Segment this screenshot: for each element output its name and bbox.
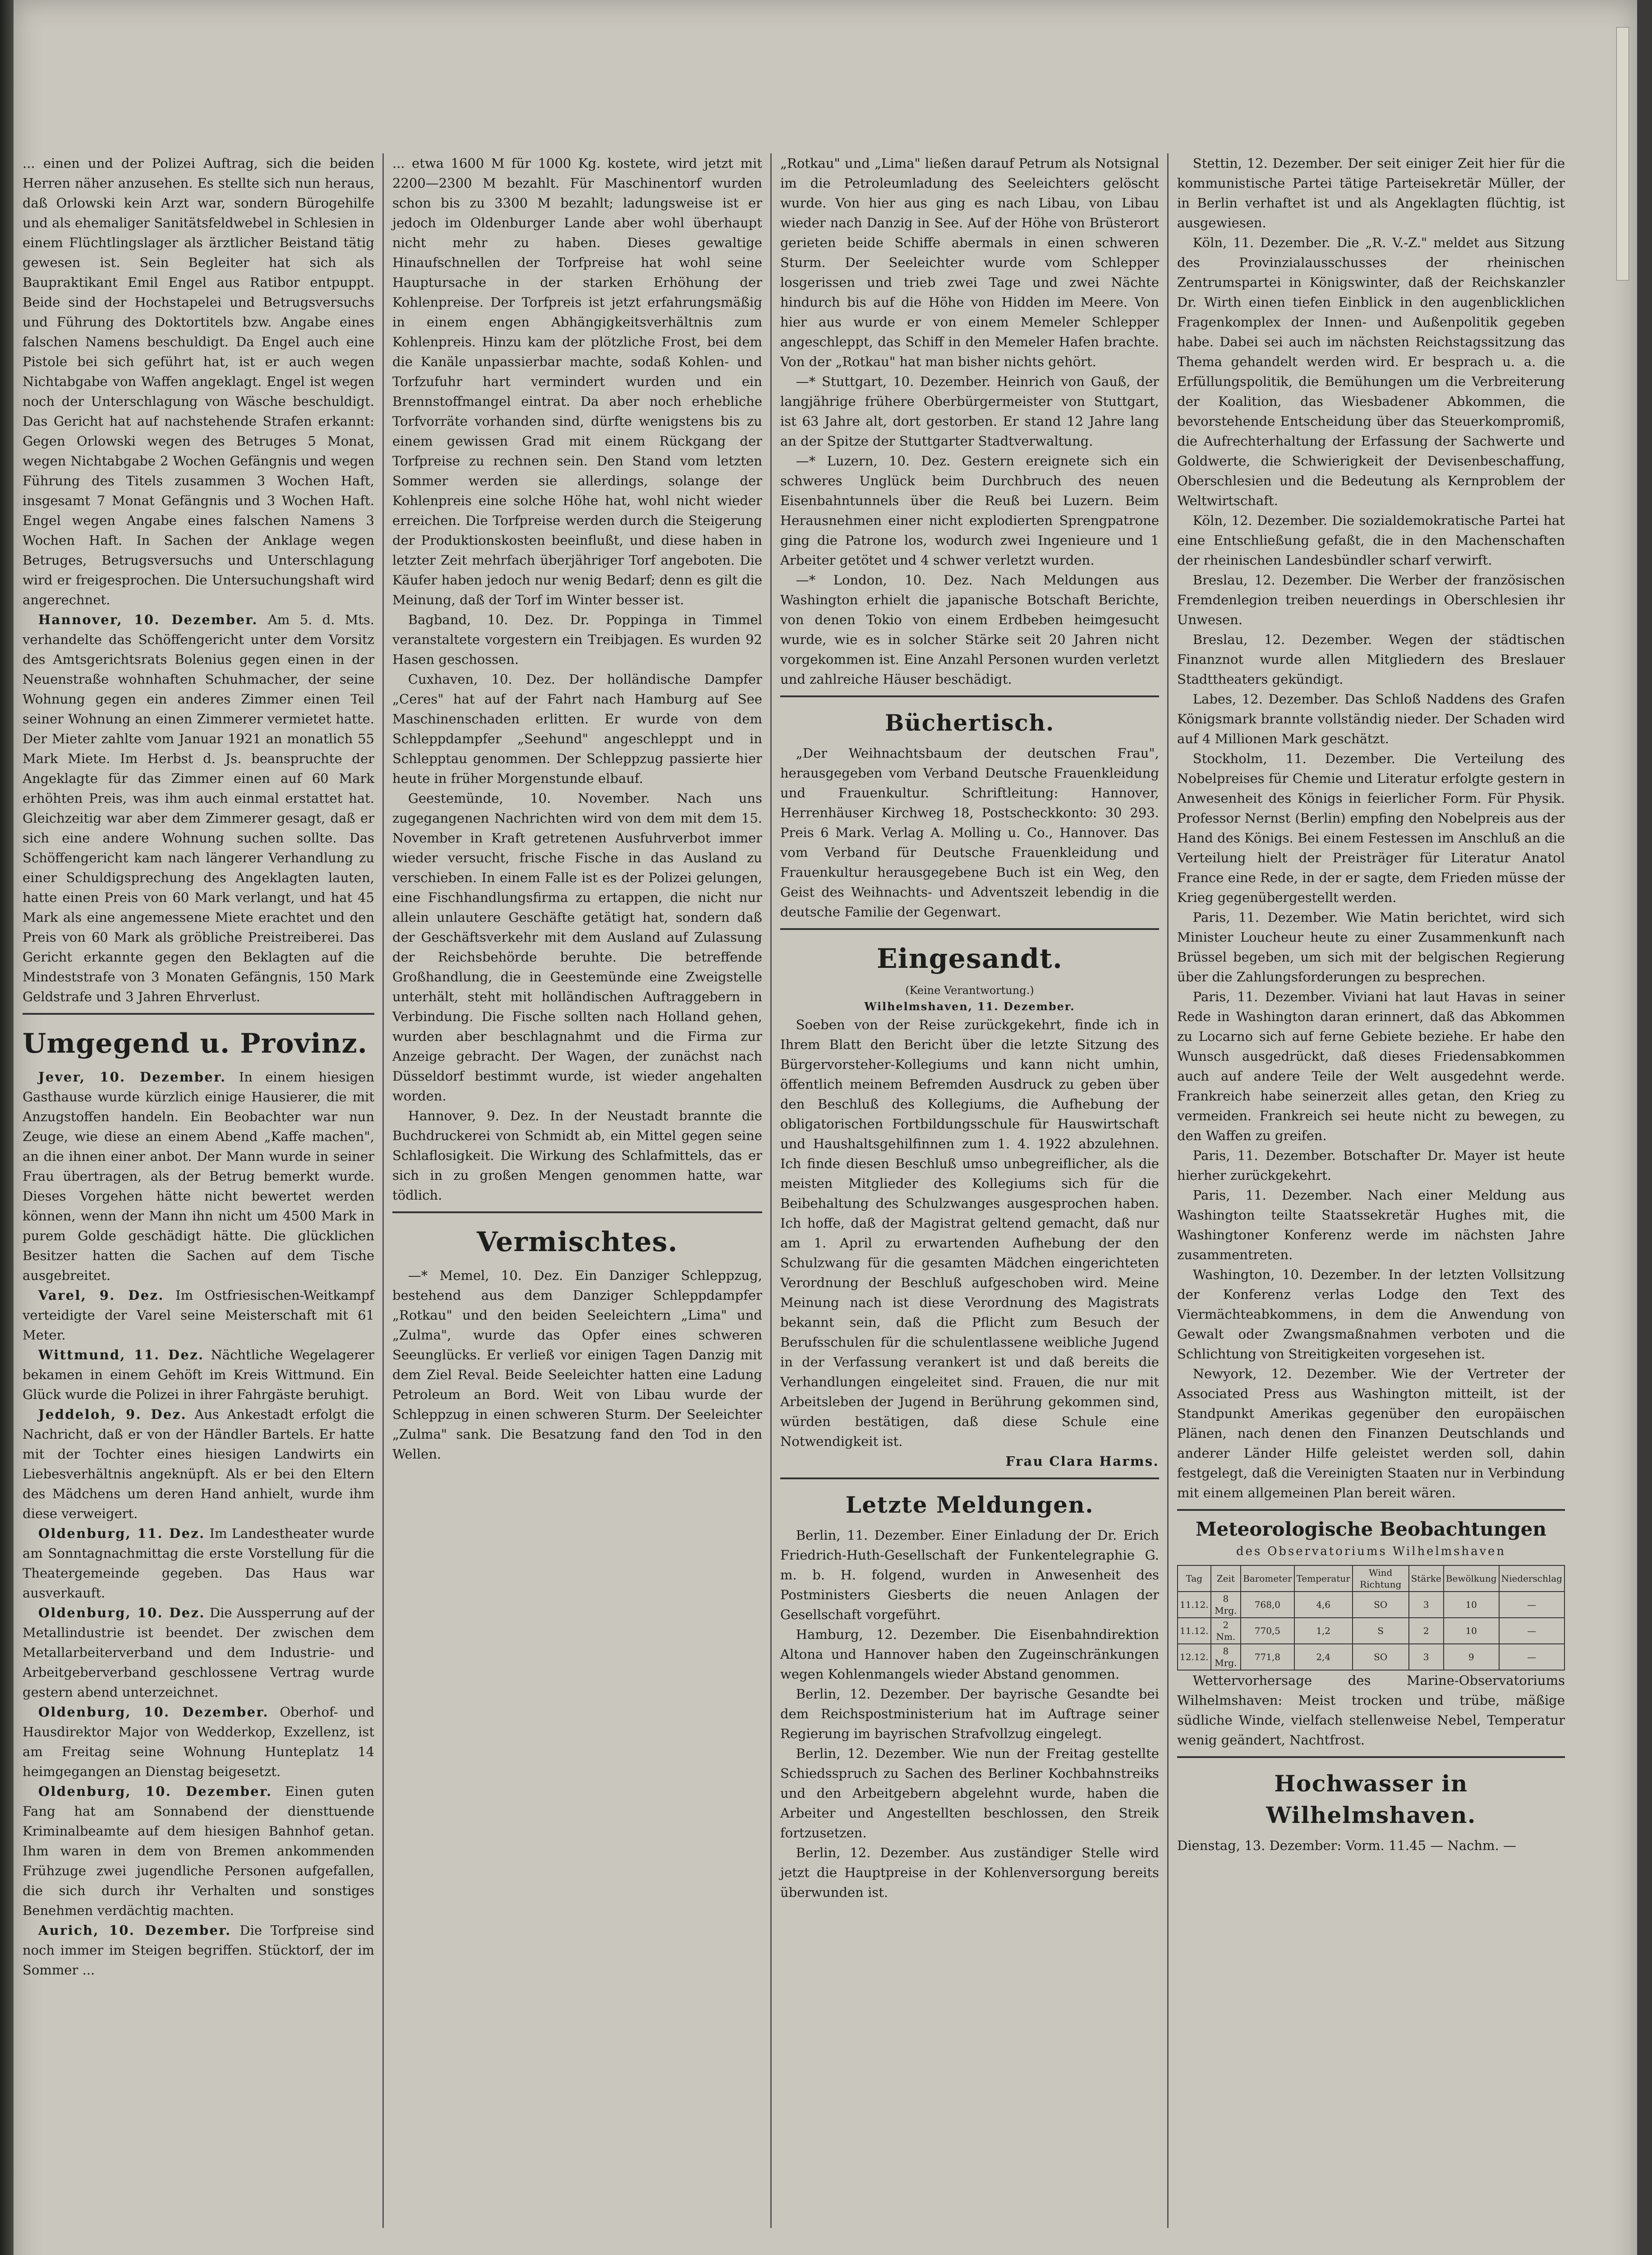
table-cell: 2 (1409, 1618, 1444, 1644)
news-item: Paris, 11. Dezember. Viviani hat laut Havas in seiner Rede in Washington daran erinnert, daß das Abkommen zu Locarno sich auf ferne Gebiete beziehe. Er habe den Wunsch ausgedrückt, daß dieses Friedensabkommen auch auf andere Teile der Welt ausgedehnt werde. Frankreich habe seinerzeit alles getan, den Krieg zu vermeiden. Frankreich sei heute nicht zu bewegen, zu den Waffen zu greifen. (1177, 989, 1565, 1143)
table-row (1178, 1592, 1565, 1618)
news-item: Breslau, 12. Dezember. Wegen der städtischen Finanznot wurde allen Mitgliedern des Breslauer Stadttheaters gekündigt. (1177, 632, 1565, 687)
dateline: Jever, 10. Dezember. (38, 1069, 226, 1085)
column-rule (382, 153, 384, 2228)
weather-subtitle: des Observatoriums Wilhelmshaven (1236, 1545, 1506, 1558)
section-heading: Vermischtes. (476, 1226, 678, 1258)
dateline: Wilhelmshaven, 11. Dezember. (864, 1000, 1075, 1013)
section-heading: Büchertisch. (884, 709, 1054, 736)
column-1 (18, 153, 379, 2228)
dateline: Hannover, 10. Dezember. (38, 612, 258, 627)
dateline: Wittmund, 11. Dez. (38, 1347, 204, 1362)
table-cell: 4,6 (1294, 1592, 1353, 1618)
section-divider (780, 1477, 1159, 1479)
section-heading: Umgegend u. Provinz. (23, 1028, 368, 1059)
news-item: Newyork, 12. Dezember. Wie der Vertreter der Associated Press aus Washington mitteilt, ist der Standpunkt Amerikas gegenüber den europäischen Plänen, nach denen den Finanzen Deutschlands und anderer Länder Hilfe geleistet werden soll, dahin festgelegt, daß die Vereinigten Staaten nur in Verbindung mit einem allgemeinen Plan bereit wären. (1177, 1366, 1565, 1500)
table-cell: 9 (1444, 1644, 1499, 1670)
article-text: Am 5. d. Mts. verhandelte das Schöffengericht unter dem Vorsitz des Amtsgerichtsrats Bolenius gegen einen in der Neuenstraße wohnhaften Schuhmacher, der seine Wohnung gegen ein anderes Zimmer einen Teil seiner Wohnung an einen Zimmerer vermietet hatte. Der Mieter zahlte vom Januar 1921 an monatlich 55 Mark Miete. Im Herbst d. Js. beanspruchte der Angeklagte für das Zimmer einen auf 60 Mark erhöhten Preis, was ihm auch einmal erstattet hat. Gleichzeitig war aber dem Zimmerer gesagt, daß er sich eine andere Wohnung suchen sollte. Das Schöffengericht kam nach längerer Verhandlung zu einer Schuldigsprechung des Angeklagten lauten, hatte einen Preis von 60 Mark verlangt, und hat 45 Mark als eine angemessene Miete erachtet und den Preis von 60 Mark als gröbliche Preistreiberei. Das Gericht erkannte gegen den Beklagten auf die Mindeststrafe von 3 Monaten Gefängnis, 150 Mark Geldstrafe und 3 Jahren Ehrverlust. (23, 612, 375, 1004)
news-item (23, 1285, 374, 1345)
news-item (23, 1523, 374, 1603)
news-item: Washington, 10. Dezember. In der letzten Vollsitzung der Konferenz verlas Lodge den Text des Viermächteabkommens, in dem die Anwendung von Gewalt oder Zwangsmaßnahmen verboten und die Schlichtung von Streitigkeiten vorgesehen ist. (1177, 1267, 1565, 1362)
section-divider (1177, 1509, 1565, 1511)
column-header: Tag (1178, 1565, 1211, 1592)
news-item: Berlin, 12. Dezember. Wie nun der Freitag gestellte Schiedsspruch zu Sachen des Berliner Kochbahnstreiks und den Arbeitgebern abgelehnt wurde, haben die Arbeiter und Angestellten beschlossen, den Streik fortzusetzen. (780, 1746, 1159, 1841)
section-divider (392, 1211, 762, 1213)
column-2 (388, 153, 767, 2228)
dateline: Aurich, 10. Dezember. (38, 1923, 231, 1938)
table-cell: — (1499, 1618, 1565, 1644)
news-item: Berlin, 11. Dezember. Einer Einladung der Dr. Erich Friedrich-Huth-Gesellschaft der Funkentelegraphie G. m. b. H. folgend, wurden in Anwesenheit des Postministers Giesberts die neuen Anlagen der Gesellschaft vorgeführt. (780, 1528, 1159, 1622)
news-item (23, 1345, 374, 1404)
table-cell: 11.12. (1178, 1618, 1211, 1644)
news-text: Nächtliche Wegelagerer bekamen in einem Gehöft im Kreis Wittmund. Ein Glück wurde die Polizei in ihrer Fahrgäste beruhigt. (23, 1347, 374, 1402)
column-header: Stärke (1409, 1565, 1444, 1592)
table-cell: 8 Mrg. (1211, 1644, 1241, 1670)
table-cell: 12.12. (1178, 1644, 1211, 1670)
news-text: Im Ostfriesischen-Weitkampf verteidigte der Varel seine Meisterschaft mit 61 Meter. (23, 1288, 374, 1343)
table-cell: SO (1353, 1644, 1409, 1670)
news-item (23, 1603, 374, 1702)
news-item: —* Stuttgart, 10. Dezember. Heinrich von Gauß, der langjährige frühere Oberbürgermeister von Stuttgart, ist 63 Jahre alt, dort gestorben. Er stand 12 Jahre lang an der Spitze der Stuttgarter Stadtverwaltung. (780, 374, 1159, 449)
column-header: Wind Richtung (1353, 1565, 1409, 1592)
dateline: Varel, 9. Dez. (38, 1288, 164, 1303)
news-item: Köln, 11. Dezember. Die „R. V.-Z." meldet aus Sitzung des Provinzialausschusses der rheinischen Zentrumspartei in Königswinter, daß der Reichskanzler Dr. Wirth einen tiefen Einblick in den augenblicklichen Fragenkomplex der Innen- und Außenpolitik gegeben habe. Dabei sei auch im nächsten Reichstagssitzung das Thema gehandelt werden wird. Er besprach u. a. die Erfüllungspolitik, die Bemühungen um die Verbreiterung der Koalition, das Wiesbadener Abkommen, die bevorstehende Entscheidung über das Steuerkompromiß, die Aufrechterhaltung der Erfassung der Sachwerte und Goldwerte, die Schwierigkeit der Devisenbeschaffung, Oberschlesien und die Bedeutung als Kernproblem der Weltwirtschaft. (1177, 235, 1565, 508)
column-header: Temperatur (1294, 1565, 1353, 1592)
news-item (23, 1781, 374, 1920)
table-cell: — (1499, 1592, 1565, 1618)
column-header: Zeit (1211, 1565, 1241, 1592)
table-cell: SO (1353, 1592, 1409, 1618)
news-item: Bagband, 10. Dez. Dr. Poppinga in Timmel veranstaltete vorgestern ein Treibjagen. Es wurden 92 Hasen geschossen. (392, 612, 762, 667)
article-paragraph (23, 610, 374, 1007)
news-item (23, 1702, 374, 1781)
news-item: Köln, 12. Dezember. Die sozialdemokratische Partei hat eine Entschließung gefaßt, die in den Machenschaften der rheinischen Landesbündler scharf verwirft. (1177, 513, 1565, 568)
dateline: Oldenburg, 11. Dez. (38, 1526, 205, 1541)
news-text: Aus Ankestadt erfolgt die Nachricht, daß er von der Händler Bartels. Er hatte mit der Tochter eines hiesigen Landwirts ein Liebesverhältnis angeknüpft. Als er bei den Eltern des Mädchens um deren Hand anhielt, wurde ihm diese verweigert. (23, 1407, 374, 1521)
section-divider (23, 1013, 374, 1015)
column-3 (776, 153, 1164, 2228)
table-cell: 770,5 (1241, 1618, 1294, 1644)
dateline: Jeddeloh, 9. Dez. (38, 1407, 187, 1422)
news-item: Berlin, 12. Dezember. Aus zuständiger Stelle wird jetzt die Hauptpreise in der Kohlenversorgung bereits überwunden ist. (780, 1845, 1159, 1900)
page-tab-marker (1616, 27, 1629, 281)
news-item: Hamburg, 12. Dezember. Die Eisenbahndirektion Altona und Hannover haben den Zugeinschränkungen wegen Kohlenmangels wieder Abstand genommen. (780, 1627, 1159, 1682)
table-cell: 2 Nm. (1211, 1618, 1241, 1644)
weather-title: Meteorologische Beobachtungen (1196, 1518, 1546, 1540)
weather-table (1177, 1565, 1565, 1671)
disclaimer-note: (Keine Verantwortung.) (905, 984, 1034, 997)
column-rule (1167, 153, 1169, 2228)
table-cell: 3 (1409, 1592, 1444, 1618)
table-row (1178, 1644, 1565, 1670)
table-cell: 768,0 (1241, 1592, 1294, 1618)
article-text: ... etwa 1600 M für 1000 Kg. kostete, wird jetzt mit 2200—2300 M bezahlt. Für Maschinentorf wurden schon bis zu 3300 M bezahlt; ladungsweise ist er jedoch im Oldenburger Lande aber wohl überhaupt nicht mehr zu haben. Dieses gewaltige Hinaufschnellen der Torfpreise hat wohl seine Hauptursache in der starken Erhöhung der Kohlenpreise. Der Torfpreis ist jetzt erfahrungsmäßig in einem engen Abhängigkeitsverhältnis zum Kohlenpreis. Hinzu kam der plötzliche Frost, bei dem die Kanäle unpassierbar machte, sodaß Kohlen- und Torfzufuhr hart vermindert wurden und ein Brennstoffmangel eintrat. Da aber noch erhebliche Torfvorräte vorhanden sind, dürfte wenigstens bis zu einem gewissen Grad mit einem Rückgang der Torfpreise zu rechnen sein. Den Stand vom letzten Sommer werden sie allerdings, solange der Kohlenpreis eine solche Höhe hat, wohl nicht wieder erreichen. Die Torfpreise werden durch die Steigerung der Produktionskosten beeinflußt, und diese haben in letzter Zeit mehrfach überjähriger Torf angeboten. Die Käufer haben jedoch nur wenig Bedarf; denn es gilt die Meinung, daß der Torf im Winter besser ist. (392, 156, 762, 607)
news-item: —* London, 10. Dez. Nach Meldungen aus Washington erhielt die japanische Botschaft Berichte, von denen Tokio von einem Erdbeben heimgesucht wurde, wie es in solcher Stärke seit 20 Jahren nicht vorgekommen ist. Eine Anzahl Personen wurden verletzt und zahlreiche Häuser beschädigt. (780, 572, 1159, 687)
weather-forecast: Wettervorhersage des Marine-Observatoriums Wilhelmshaven: Meist trocken und trübe, mäßige südliche Winde, vielfach stellenweise Nebel, Temperatur wenig geändert, Nachtfrost. (1177, 1673, 1565, 1748)
section-heading: Letzte Meldungen. (845, 1491, 1094, 1518)
book-binding (0, 0, 14, 2255)
news-item: —* Luzern, 10. Dez. Gestern ereignete sich ein schweres Unglück beim Durchbruch des neuen Eisenbahntunnels über die Reuß bei Luzern. Beim Herausnehmen einer nicht explodierten Sprengpatrone ging die Patrone los, wodurch zwei Ingenieure und 1 Arbeiter getötet und 4 schwer verletzt wurden. (780, 453, 1159, 568)
letter-text: Soeben von der Reise zurückgekehrt, finde ich in Ihrem Blatt den Bericht über die letzte Sitzung des Bürgervorsteher-Kollegiums und kann nicht umhin, öffentlich meinem Befremden Ausdruck zu geben über den Beschluß des Kollegiums, die Aufhebung der obligatorischen Fortbildungsschule für Hauswirtschaft und Haushaltsgehilfinnen zum 1. 4. 1922 abzulehnen. Ich finde diesen Beschluß umso unbegreiflicher, als die meisten Mitglieder des Kollegiums sich für die Beibehaltung des Schulzwanges ausgesprochen haben. Ich hoffe, daß der Magistrat geltend gemacht, daß nur am 1. April zu erwartenden Aufhebung der den Schulzwang für die gesamten Mädchen eingerichteten Verordnung der Beschluß aufgeschoben wird. Meine Meinung nach ist diese Verordnung des Magistrats bekannt sein, daß die Pflicht zum Besuch der Berufsschulen für die schulentlassene weibliche Jugend in der Verfassung verankert ist und daß bereits die Verhandlungen eingeleitet sind. Frauen, die nur mit Arbeitsleben der Jugend in Berührung gekommen sind, würden bestätigen, daß diese Schule eine Notwendigkeit ist. (780, 1017, 1159, 1449)
column-header: Barometer (1241, 1565, 1294, 1592)
news-item: Paris, 11. Dezember. Botschafter Dr. Mayer ist heute hierher zurückgekehrt. (1177, 1148, 1565, 1183)
column-header: Bewölkung (1444, 1565, 1499, 1592)
news-text: Die Torfpreise sind noch immer im Steigen begriffen. Stücktorf, der im Sommer ... (23, 1923, 375, 1978)
table-cell: 1,2 (1294, 1618, 1353, 1644)
dateline: Oldenburg, 10. Dez. (38, 1605, 205, 1620)
news-item: —* Memel, 10. Dez. Ein Danziger Schleppzug, bestehend aus dem Danziger Schleppdampfer „Rotkau" und den beiden Seeleichtern „Lima" und „Zulma", wurde das Opfer eines schweren Seeunglücks. Er verließ vor einigen Tagen Danzig mit dem Ziel Reval. Beide Seeleichter hatten eine Ladung Petroleum an Bord. Weit von Libau wurde der Schleppzug in einen schweren Sturm. Der Seeleichter „Zulma" sank. Die Besatzung fand den Tod in den Wellen. (392, 1268, 762, 1462)
table-row (1178, 1618, 1565, 1644)
column-4 (1173, 153, 1569, 2228)
news-item: Cuxhaven, 10. Dez. Der holländische Dampfer „Ceres" hat auf der Fahrt nach Hamburg auf See Maschinenschaden erlitten. Er wurde von dem Schleppdampfer „Seehund" angeschleppt und in Schlepptau genommen. Der Schleppzug passierte hier heute in früher Morgenstunde elbauf. (392, 672, 762, 786)
table-cell: — (1499, 1644, 1565, 1670)
table-cell: 10 (1444, 1592, 1499, 1618)
article-text: „Rotkau" und „Lima" ließen darauf Petrum als Notsignal im die Petroleumladung des Seeleichters gelöscht wurde. Von hier aus ging es nach Libau, von Libau wieder nach Danzig in See. Auf der Höhe von Brüsterort gerieten beide Schiffe abermals in einen schweren Sturm. Der Seeleichter wurde vom Schlepper losgerissen und trieb zwei Tage und zwei Nächte hindurch bis auf die Höhe von Hidden im Meere. Von hier aus wurde er von einem Memeler Schlepper angeschleppt, das Schiff in den Memeler Hafen brachte. Von der „Rotkau" hat man bisher nichts gehört. (780, 156, 1159, 369)
table-header-row (1178, 1565, 1565, 1592)
table-cell: 771,8 (1241, 1644, 1294, 1670)
tide-times: Dienstag, 13. Dezember: Vorm. 11.45 — Nachm. — (1177, 1838, 1516, 1853)
news-item: Breslau, 12. Dezember. Die Werber der französischen Fremdenlegion treiben neuerdings in Oberschlesien ihr Unwesen. (1177, 572, 1565, 627)
news-text: Oberhof- und Hausdirektor Major von Wedderkop, Exzellenz, ist am Freitag seine Wohnung Hunteplatz 14 heimgegangen an Dienstag beigesetzt. (23, 1704, 375, 1779)
table-cell: 8 Mrg. (1211, 1592, 1241, 1618)
news-item: Berlin, 12. Dezember. Der bayrische Gesandte bei dem Reichspostministerium hat im Auftrage seiner Regierung im bayrischen Strafvollzug eingelegt. (780, 1686, 1159, 1741)
news-item (23, 1920, 374, 1980)
table-cell: 11.12. (1178, 1592, 1211, 1618)
table-cell: 2,4 (1294, 1644, 1353, 1670)
dateline: Oldenburg, 10. Dezember. (38, 1704, 269, 1720)
news-item: Hannover, 9. Dez. In der Neustadt brannte die Buchdruckerei von Schmidt ab, ein Mittel gegen seine Schlaflosigkeit. Die Wirkung des Schlafmittels, das er sich in zu großen Mengen genommen hatte, war tödlich. (392, 1108, 762, 1203)
news-text: Einen guten Fang hat am Sonnabend der diensttuende Kriminalbeamte auf dem hiesigen Bahnhof getan. Ihm waren in dem von Bremen ankommenden Frühzuge zwei jugendliche Personen aufgefallen, die sich durch ihr Verhalten und sonstiges Benehmen verdächtig machten. (23, 1784, 375, 1918)
table-cell: 10 (1444, 1618, 1499, 1644)
news-text: In einem hiesigen Gasthause wurde kürzlich einige Hausierer, die mit Anzugstoffen handeln. Ein Beobachter war nun Zeuge, wie diese an einem Abend „Kaffe machen", an die ihnen einer anbot. Der Mann wurde in seiner Frau übertragen, als der Betrug bemerkt wurde. Dieses Vorgehen hätte nicht bewertet werden können, wenn der Mann ihn nicht um 4500 Mark in purem Golde geschädigt hätte. Die glücklichen Besitzer hatten die Sachen auf dem Tische ausgebreitet. (23, 1069, 374, 1283)
news-item: Paris, 11. Dezember. Nach einer Meldung aus Washington teilte Staatssekretär Hughes mit, die Washingtoner Konferenz werde im nächsten Jahre zusammentreten. (1177, 1187, 1565, 1262)
article-text: ... einen und der Polizei Auftrag, sich die beiden Herren näher anzusehen. Es stellte sich nun heraus, daß Orlowski kein Arzt war, sondern Bürogehilfe und als ehemaliger Sanitätsfeldwebel in Schlesien in einem Flüchtlingslager als ärztlicher Beistand tätig gewesen ist. Sein Begleiter hat sich als Baupraktikant Emil Engel aus Ratibor entpuppt. Beide sind der Hochstapelei und Betrugsversuchs und Führung des Doktortitels bzw. Angabe eines falschen Namens beschuldigt. Da Engel auch eine Pistole bei sich geführt hat, ist er auch wegen Nichtabgabe von Waffen angeklagt. Engel ist wegen noch der Unterschlagung von Wäsche beschuldigt. Das Gericht hat auf nachstehende Strafen erkannt: Gegen Orlowski wegen des Betruges 5 Monat, wegen Nichtabgabe 2 Wochen Gefängnis und wegen Führung des Titels zusammen 3 Wochen Haft, insgesamt 7 Monat Gefängnis und 3 Wochen Haft. Engel wegen Angabe eines falschen Namens 3 Wochen Haft. In Sachen der Anklage wegen Betruges, Betrugsversuchs und Unterschlagung wird er freigesprochen. Die Untersuchungshaft wird angerechnet. (23, 156, 374, 607)
news-text: Die Aussperrung auf der Metallindustrie ist beendet. Der zwischen dem Metallarbeiterverband und dem Industrie- und Arbeitgeberverband geschlossene Vertrag wurde gestern abend unterzeichnet. (23, 1605, 374, 1700)
news-item: Stettin, 12. Dezember. Der seit einiger Zeit hier für die kommunistische Partei tätige Parteisekretär Müller, der in Berlin verhaftet ist und als Angeklagten flüchtig, ist ausgewiesen. (1177, 156, 1565, 230)
section-heading: Hochwasser in Wilhelmshaven. (1266, 1770, 1476, 1828)
news-item: Labes, 12. Dezember. Das Schloß Naddens des Grafen Königsmark brannte vollständig nieder. Der Schaden wird auf 4 Millionen Mark geschätzt. (1177, 691, 1565, 746)
dateline: Oldenburg, 10. Dezember. (38, 1784, 272, 1799)
section-divider (1177, 1756, 1565, 1758)
section-divider (780, 695, 1159, 697)
section-heading: Eingesandt. (876, 943, 1063, 975)
news-item: Paris, 11. Dezember. Wie Matin berichtet, wird sich Minister Loucheur heute zu einer Zusammenkunft nach Brüssel begeben, um sich mit der belgischen Regierung über die Zahlungsforderungen zu besprechen. (1177, 910, 1565, 985)
news-item (23, 1404, 374, 1523)
section-divider (780, 928, 1159, 930)
column-rule (770, 153, 772, 2228)
news-text: Im Landestheater wurde am Sonntagnachmittag die erste Vorstellung für die Theatergemeinde gegeben. Das Haus war ausverkauft. (23, 1526, 375, 1601)
news-item: Geestemünde, 10. November. Nach uns zugegangenen Nachrichten wird von dem mit dem 15. November in Kraft getretenen Ausfuhrverbot immer wieder versucht, frische Fische in das Ausland zu verschieben. In einem Falle ist es der Polizei gelungen, eine Fischhandlungsfirma zu ertappen, die nicht nur allein unlautere Geschäfte getätigt hat, sondern daß der Geschäftsverkehr mit dem Ausland auf Zulassung der Reichsbehörde beruhte. Die betreffende Großhandlung, die in Geestemünde eine Zweigstelle unterhält, steht mit holländischen Auftraggebern in Verbindung. Die Fische sollten nach Holland gehen, wurden aber beschlagnahmt und die Firma zur Anzeige gebracht. Der Wagen, der zunächst nach Düsseldorf bestimmt wurde, ist wieder angehalten worden. (392, 791, 762, 1104)
letter-signature: Frau Clara Harms. (1005, 1454, 1159, 1469)
table-cell: S (1353, 1618, 1409, 1644)
column-header: Niederschlag (1499, 1565, 1565, 1592)
news-item (23, 1067, 374, 1285)
news-item: Stockholm, 11. Dezember. Die Verteilung des Nobelpreises für Chemie und Literatur erfolgte gestern in Anwesenheit des Königs in feierlicher Form. Für Physik. Professor Nernst (Berlin) empfing den Nobelpreis aus der Hand des Königs. Bei einem Festessen im Anschluß an die Verteilung hielt der Preisträger für Literatur Anatol France eine Rede, in der er sagte, dem Frieden müsse der Krieg gegenübergestellt werden. (1177, 751, 1565, 905)
table-cell: 3 (1409, 1644, 1444, 1670)
book-review: „Der Weihnachtsbaum der deutschen Frau", herausgegeben vom Verband Deutsche Frauenkleidung und Frauenkultur. Schriftleitung: Hannover, Herrenhäuser Kirchweg 18, Postscheckkonto: 30 293. Preis 6 Mark. Verlag A. Molling u. Co., Hannover. Das vom Verband für Deutsche Frauenkleidung und Frauenkultur herausgegebene Buch ist ein Weg, den Geist des Weihnachts- und Adventszeit lebendig in die deutsche Familie der Gegenwart. (780, 746, 1159, 920)
